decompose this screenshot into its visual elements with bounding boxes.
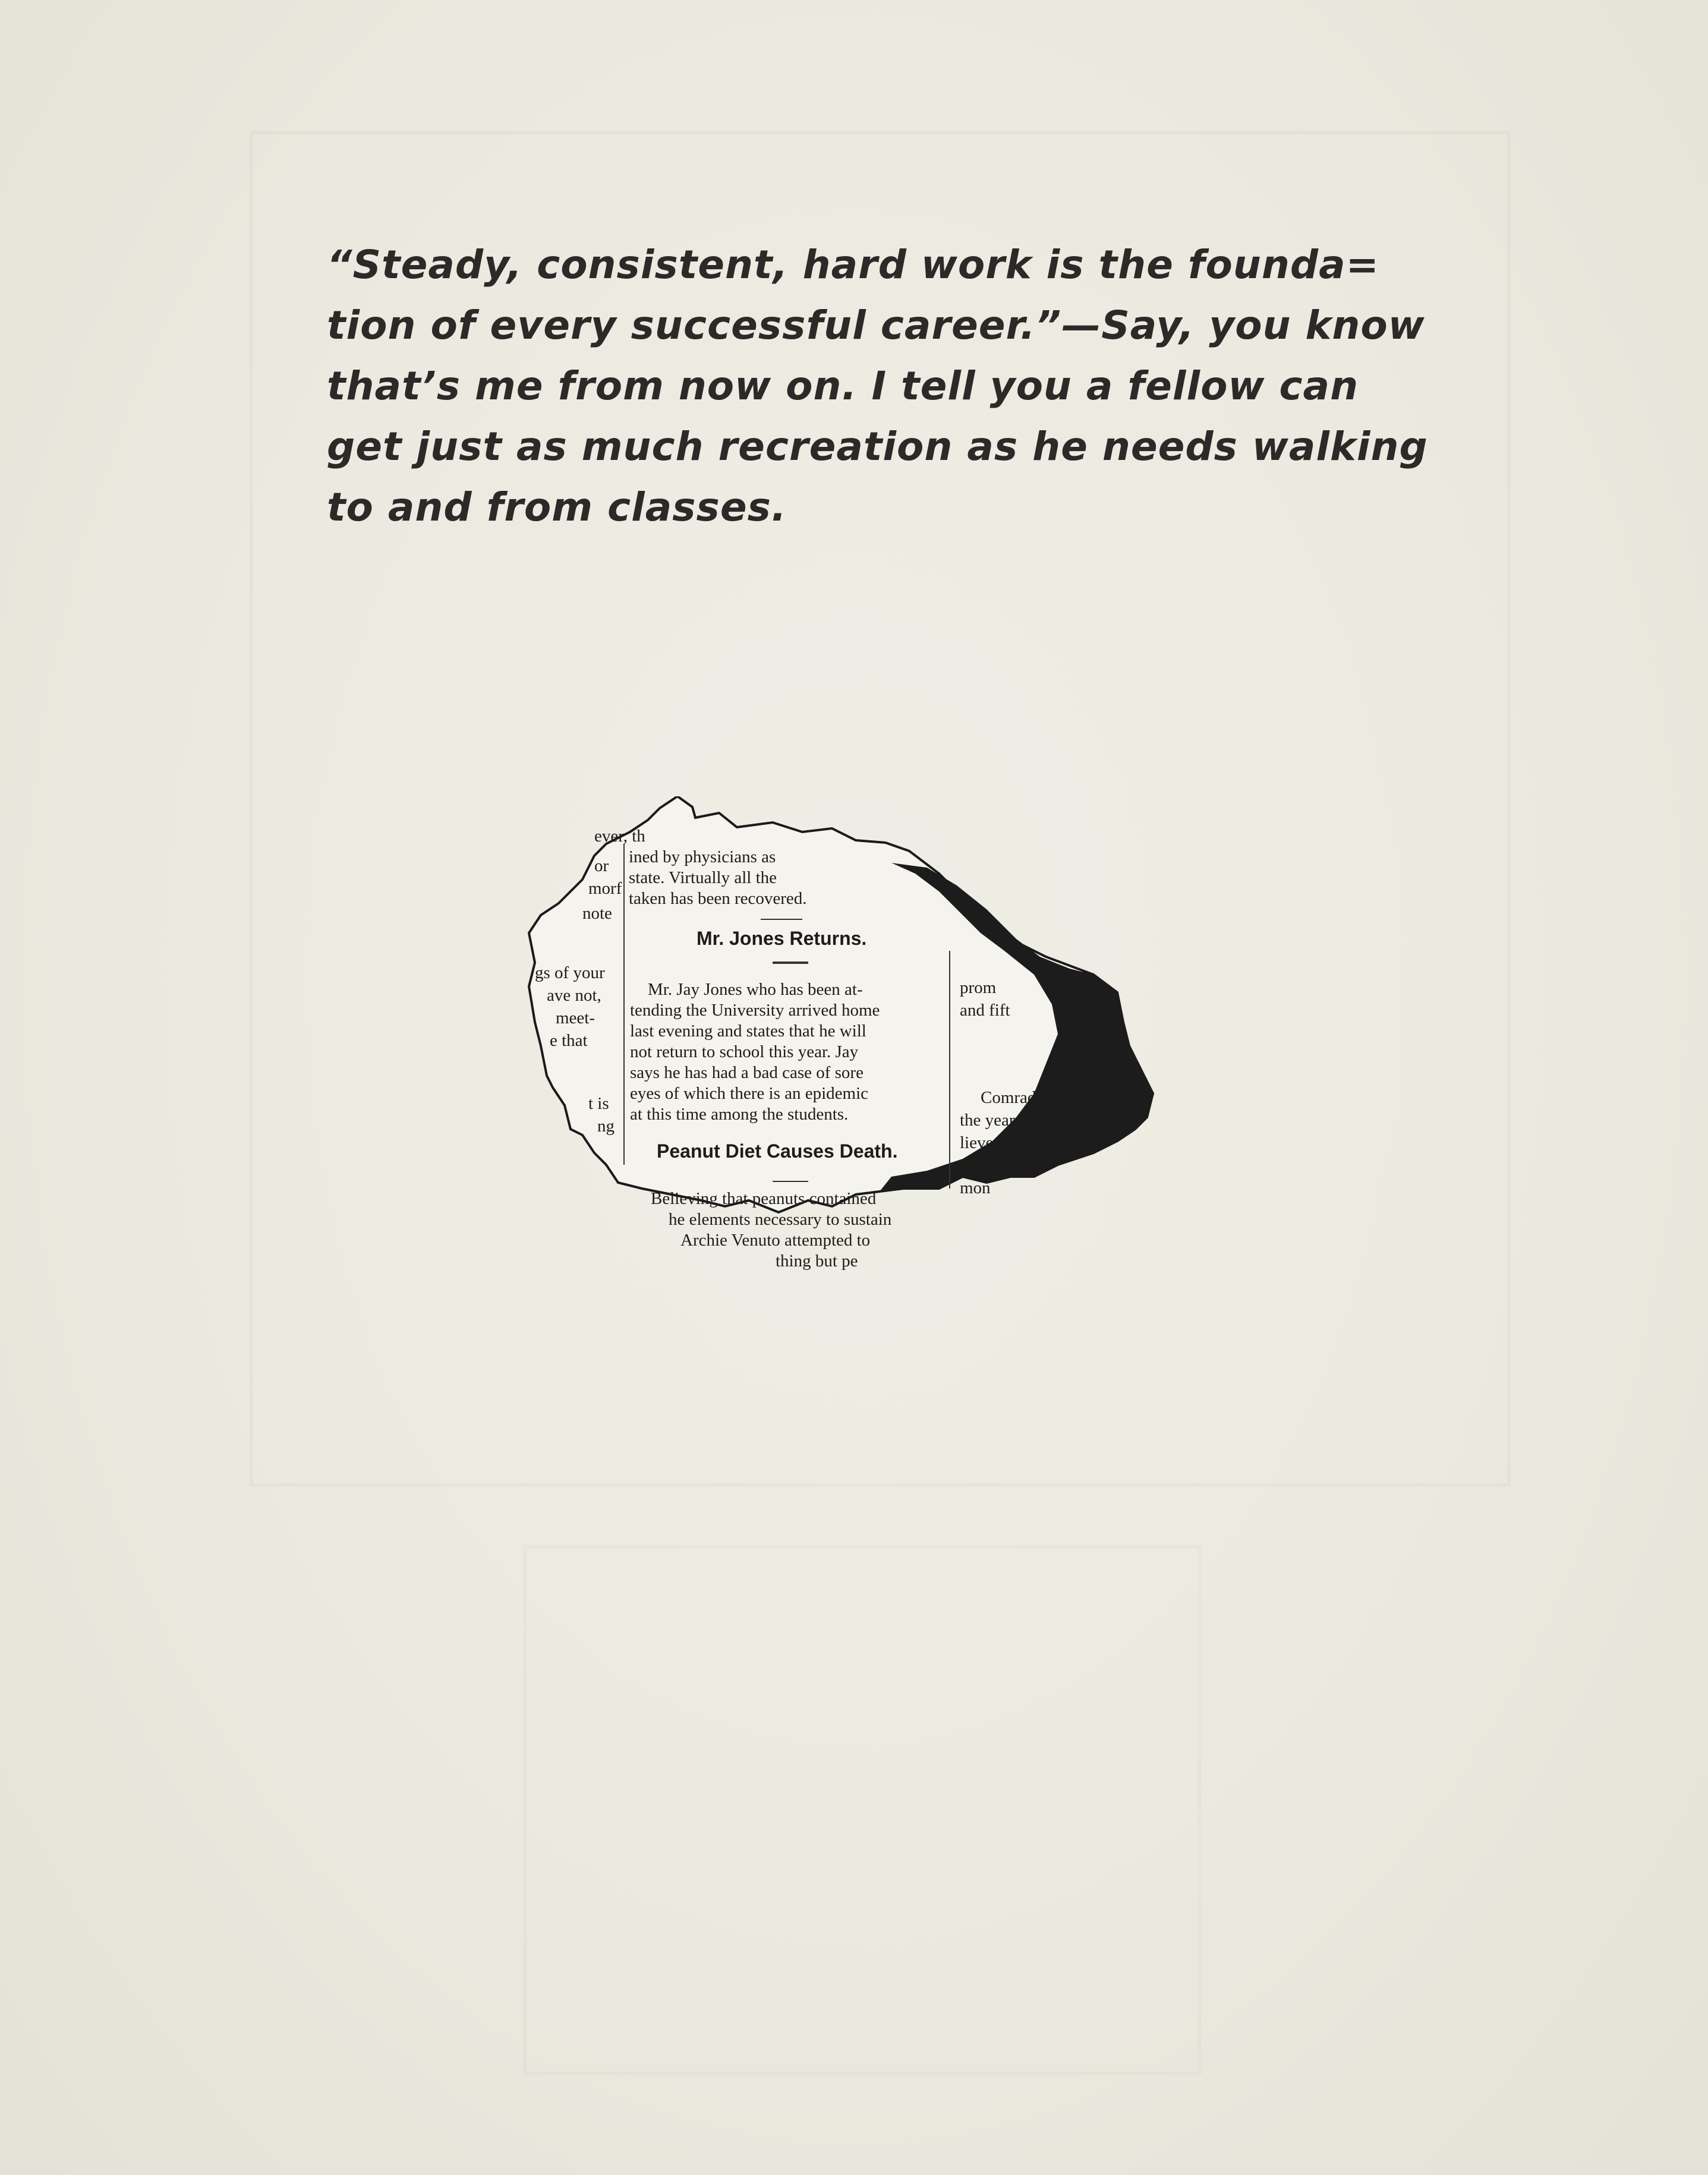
article-line: Believing that peanuts contained [651, 1189, 877, 1208]
clipping-fragment: the year r [960, 1111, 1025, 1130]
clipping-fragment: taken has been recovered. [629, 889, 807, 908]
article-line: at this time among the students. [630, 1105, 849, 1124]
clipping-fragment: ined by physicians as [629, 847, 776, 866]
article-line: eyes of which there is an epidemic [630, 1084, 869, 1103]
clipping-fragment: ng [597, 1117, 614, 1136]
article-line: he elements necessary to sustain [669, 1210, 892, 1229]
clipping-fragment: state. Virtually all the [629, 868, 777, 887]
article-line: thing but pe [776, 1252, 858, 1271]
quote-line: get just as much recreation as he needs walking [327, 424, 1428, 469]
quote-line: tion of every successful career.”—Say, you know [327, 302, 1425, 348]
clipping-fragment: t is [588, 1094, 609, 1113]
clipping-fragment: meet- [556, 1008, 595, 1027]
clipping-fragment: can, wi [960, 1156, 1010, 1175]
quote-line: to and from classes. [327, 484, 787, 530]
article-line: tending the University arrived home [630, 1001, 880, 1020]
article-line: says he has had a bad case of sore [630, 1063, 864, 1082]
quote-line: that’s me from now on. I tell you a fellow can [327, 363, 1359, 409]
clipping-fragment: or [594, 856, 609, 875]
newspaper-clipping [523, 796, 1171, 1290]
bleed-through-frame-lower [523, 1545, 1202, 2075]
clipping-fragment: ave not, [547, 986, 601, 1005]
article-line: Mr. Jay Jones who has been at- [648, 980, 863, 999]
article-line: Archie Venuto attempted to [680, 1231, 871, 1250]
clipping-fragment: and fift [960, 1001, 1010, 1020]
headline-mr-jones-returns: Mr. Jones Returns. [697, 928, 867, 949]
clipping-fragment: ever, th [594, 827, 645, 846]
quote-line: “Steady, consistent, hard work is the founda= [327, 242, 1379, 288]
clipping-fragment: mon [960, 1178, 991, 1197]
clipping-fragment: morf [588, 879, 622, 898]
headline-peanut-diet: Peanut Diet Causes Death. [657, 1140, 898, 1162]
clipping-fragment: lieve that [960, 1133, 1024, 1152]
clipping-fragment: prom [960, 978, 997, 997]
clipping-fragment: Comrad [981, 1088, 1036, 1107]
article-line: last evening and states that he will [630, 1022, 866, 1041]
clipping-fragment: e that [550, 1031, 588, 1050]
article-line: not return to school this year. Jay [630, 1042, 859, 1061]
clipping-fragment: note [582, 904, 612, 923]
quote-paragraph [327, 235, 1428, 538]
clipping-fragment: gs of your [535, 963, 605, 982]
